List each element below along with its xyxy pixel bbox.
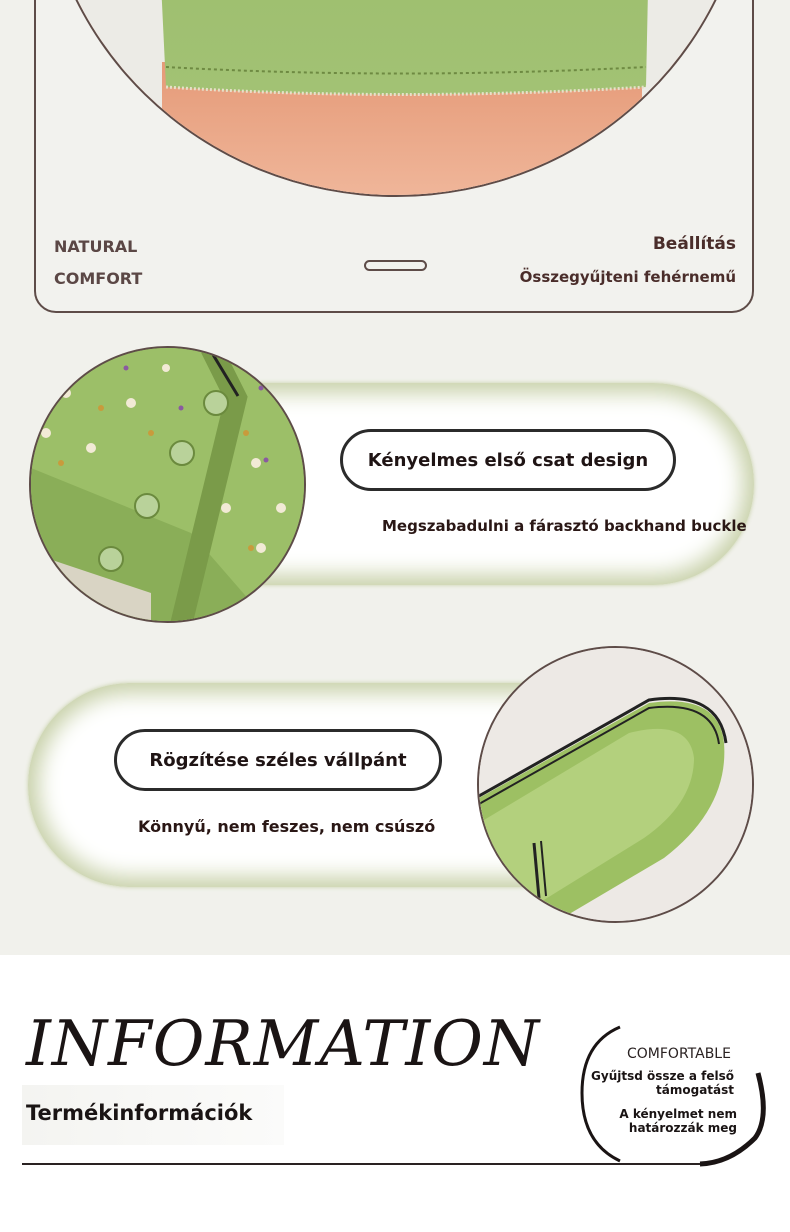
top-card-subtitle: Összegyűjteni fehérnemű (519, 268, 736, 286)
badge-line-2: támogatást (656, 1083, 734, 1097)
feature2-button[interactable]: Rögzítése széles vállpánt (114, 729, 442, 791)
feature1-button[interactable]: Kényelmes első csat design (340, 429, 676, 491)
comfort-label: COMFORT (54, 269, 143, 288)
badge-line-1: Gyűjtsd össze a felső (591, 1069, 734, 1083)
badge-text-2 (619, 1107, 737, 1135)
natural-label: NATURAL (54, 237, 138, 256)
feature1-subtitle: Megszabadulni a fárasztó backhand buckle (382, 517, 747, 535)
front-buckle-image (29, 346, 306, 623)
shoulder-strap-illustration (479, 648, 754, 923)
information-heading: INFORMATION (26, 1007, 541, 1080)
shoulder-strap-image (477, 646, 754, 923)
top-card-title: Beállítás (652, 234, 736, 254)
information-section (0, 955, 790, 1232)
slider-indicator[interactable] (364, 260, 427, 271)
badge-line-3: A kényelmet nem (619, 1107, 737, 1121)
badge-text-1 (591, 1069, 734, 1097)
badge-title: COMFORTABLE (627, 1046, 731, 1062)
feature2-subtitle: Könnyű, nem feszes, nem csúszó (138, 817, 436, 836)
badge-line-4: határozzák meg (628, 1121, 737, 1135)
front-buckle-illustration (31, 348, 306, 623)
information-subheading: Termékinformációk (26, 1101, 253, 1125)
